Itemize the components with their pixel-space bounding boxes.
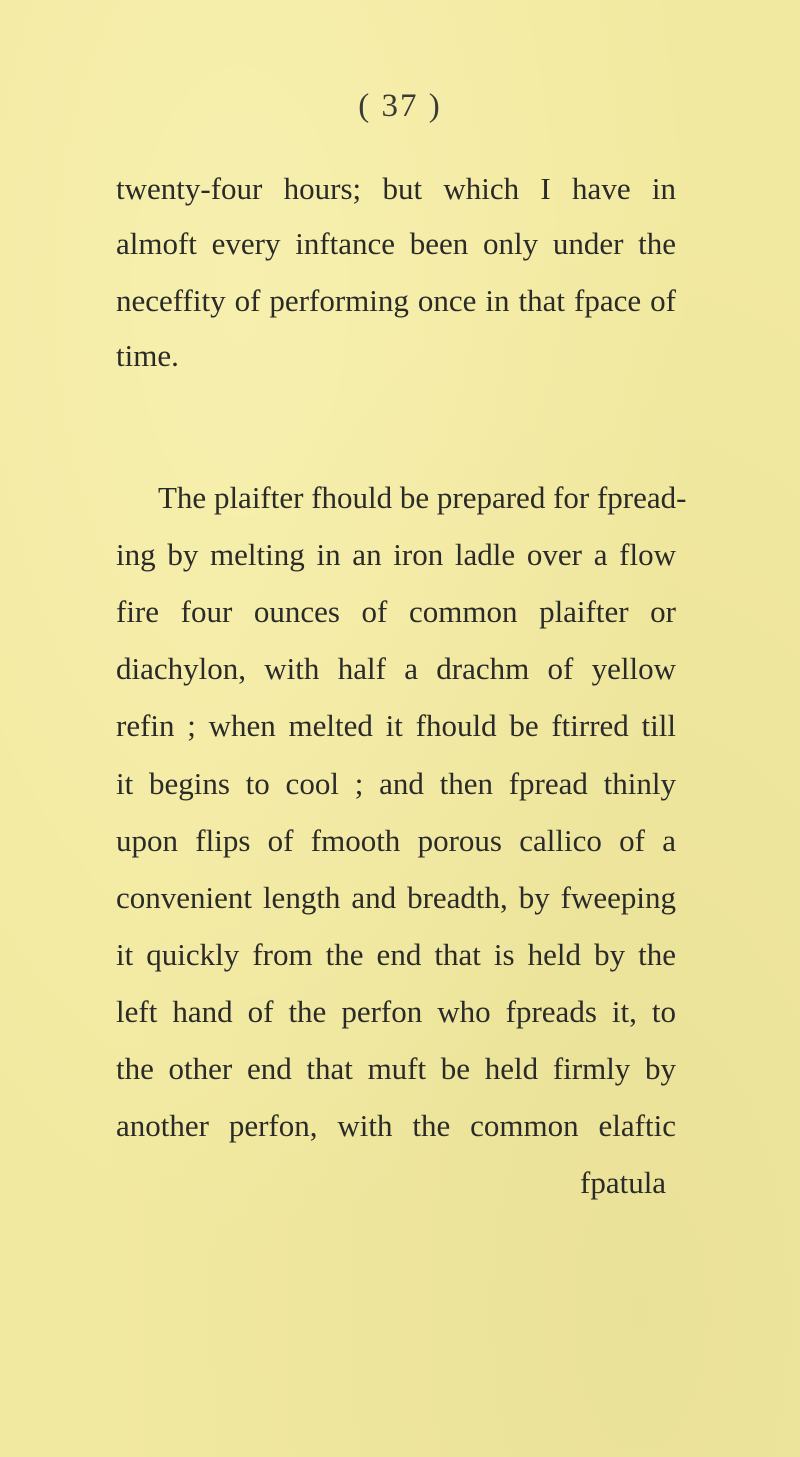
text-line: neceffity of performing once in that fpace of — [116, 283, 676, 318]
text-line: almoft every inftance been only under the — [116, 226, 676, 261]
text-line: the other end that muft be held firmly by — [116, 1051, 676, 1086]
text-line: upon flips of fmooth porous callico of a — [116, 823, 676, 858]
text-line: it quickly from the end that is held by the — [116, 937, 676, 972]
text-line: left hand of the perfon who fpreads it, to — [116, 994, 676, 1029]
text-line: convenient length and breadth, by fweeping — [116, 880, 676, 915]
text-line: twenty-four hours; but which I have in — [116, 171, 676, 206]
text-line: The plaifter fhould be prepared for fpread- — [158, 480, 687, 515]
text-line: time. — [116, 338, 179, 373]
text-line: refin ; when melted it fhould be ftirred till — [116, 708, 676, 743]
text-line: diachylon, with half a drachm of yellow — [116, 651, 676, 686]
page-number: ( 37 ) — [358, 88, 442, 124]
text-line: ing by melting in an iron ladle over a flow — [116, 537, 676, 572]
text-line: fire four ounces of common plaifter or — [116, 594, 676, 629]
text-line: it begins to cool ; and then fpread thinly — [116, 766, 676, 801]
text-line: another perfon, with the common elaftic — [116, 1108, 676, 1143]
catchword: fpatula — [580, 1165, 667, 1200]
